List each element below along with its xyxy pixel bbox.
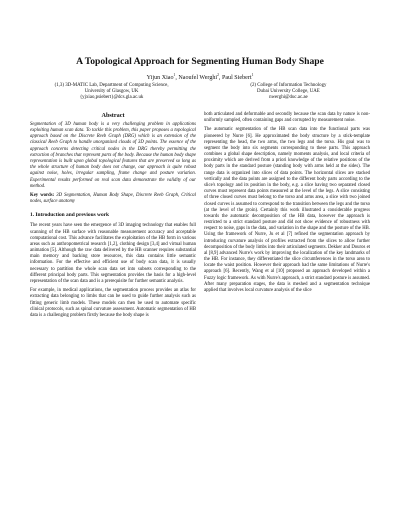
author-name: Naoufel Werghi [178, 74, 218, 81]
affiliation-name: (2) College of Information Technology [250, 82, 327, 88]
keywords [30, 193, 196, 205]
author-affil-mark: 1 [173, 72, 176, 77]
abstract-heading: Abstract [101, 111, 125, 119]
author-affil-mark: 2 [217, 72, 219, 77]
affiliation-left [30, 83, 193, 101]
section-heading: 1. Introduction and previous work [30, 212, 110, 219]
keywords-label: Key words: [30, 193, 55, 199]
affiliation-place: Dubai University College, UAE [257, 88, 320, 94]
affiliation-email: {yjxiao,psiebert}@dcs.gla.ac.uk [79, 94, 144, 100]
body-paragraph: The automatic segmentation of the HB scan data into the functional parts was pioneered by Nurre [6]. He approximated the body structure by a stick-template representing the head, the two arms, the two legs and the torso. His goal was to segment the body into six segments corresponding to these parts. This approach combines a global shape description, namely moments analysis, and local criteria of proximity which are derived from a priori knowledge of the relative positions of the body parts in the standard posture (standing body with arms held at the sides). The range data is organized into slices of data points. The horizontal slices are stacked vertically and the data points are assigned to the different body parts according to the slice's topology and its position in the body, e.g. a slice having two separated closed curves must represent data points measured at the level of the legs. A slice consisting of three closed curves must belong to the torso and arms area, a slice with two joined closed curves is assumed to correspond to the transition between the legs and the torso (at the level of the groin). Certainly this work illustrated a considerable progress towards the automatic decomposition of the HB data, however the approach is restricted to a strict standard posture and did not show evidence of robustness with respect to noise, gaps in the data, and variation in the shape and the posture of the HB. Using the framework of Nurre, Ju et al [7] refined the segmentation approach by introducing curvature analysis of profiles extracted from the slices to allow further decomposition of the body limbs into their articulated segments. Dekker and Douros et al [8,9] advanced Nurre's work by improving the localization of the key landmarks of the HB. For instance, they differentiated the slice circumferences in the torso area to locate the waist position. However their approach had the same limitations of Nurre's approach [6]. Recently, Wang et al [10] proposed an approach developed within a Fuzzy logic framework. As with Nurre's approach, a strict standard posture is assumed. After many preparation stages, the data is meshed and a segmentation technique applied that involves local curvature analysis of the slice [204, 127, 370, 293]
abstract-text: Segmentation of 3D human body is a very challenging problem in applications exploiting human scan data. To tackle this problem, this paper proposes a topological approach based on the Discrete Reeb Graph (DRG) which is an extension of the classical Reeb Graph to handle unorganized clouds of 3D points. The essence of the approach concerns detecting critical nodes in the DRG thereby permitting the extraction of branches that represent parts of the body. Because the human body shape representation is built upon global topological features that are preserved so long as the whole structure of human body does not change, our approach is quite robust against noise, holes, irregular sampling, frame change and posture variation. Experimental results performed on real scan data demonstrate the validity of our method. [30, 121, 196, 189]
right-column [204, 112, 370, 322]
body-paragraph: The recent years have seen the emergence of 3D imaging technology that enables full scanning of the HB surface with reasonable measurement accuracy and acceptable computational cost. This advance facilitates the exploitation of the HB form in various areas such as anthropometrical research [1,2], clothing design [3,4] and virtual human animation [5]. Although the raw data delivered by the HB scanner requires substantial main memory and backing store resources, this data contains little semantic information. For the effective and efficient use of body scan data, it is usually necessary to partition the whole scan data set into subsets corresponding to the different principal body parts. This segmentation provides the basis for a high-level representation of the scan data and is a prerequisite for further semantic analysis. [30, 223, 196, 284]
affiliations [30, 83, 370, 101]
paper-title: A Topological Approach for Segmenting Human Body Shape [76, 56, 324, 67]
left-column [30, 112, 196, 322]
author-name: Paul Siebert [221, 74, 252, 81]
affiliation-place: University of Glasgow, UK [84, 88, 139, 94]
author-separator: , [175, 74, 179, 81]
body-paragraph: both articulated and deformable and secondly because the scan data by nature is non-uniformly sampled, often containing gaps and corrupted by measurement noise. [204, 111, 370, 124]
affiliation-right [207, 83, 370, 101]
author-line [30, 72, 370, 82]
author-name: Yijun Xiao [146, 74, 174, 81]
affiliation-name: (1,3) 3D-MATIC Lab, Department of Computing Science, [54, 82, 169, 88]
body-paragraph: For example, in medical applications, the segmentation process provides an atlas for extracting data belonging to limbs that can be used to guide further analysis such as fitting generic limb models. These models can then be used to automate specific clinical protocols, such as spinal curvature assessment. Automatic segmentation of HB data is a challenging problem firstly because the body shape is [30, 288, 196, 318]
author-separator: , [218, 74, 222, 81]
author-affil-mark: 1 [251, 72, 254, 77]
body-columns [30, 112, 370, 322]
affiliation-email: nwerghi@duc.ac.ae [269, 94, 308, 100]
keywords-text: 3D Segmentation, Human Body Shape, Discrete Reeb Graph, Critical nodes, surface anatomy [30, 193, 196, 205]
